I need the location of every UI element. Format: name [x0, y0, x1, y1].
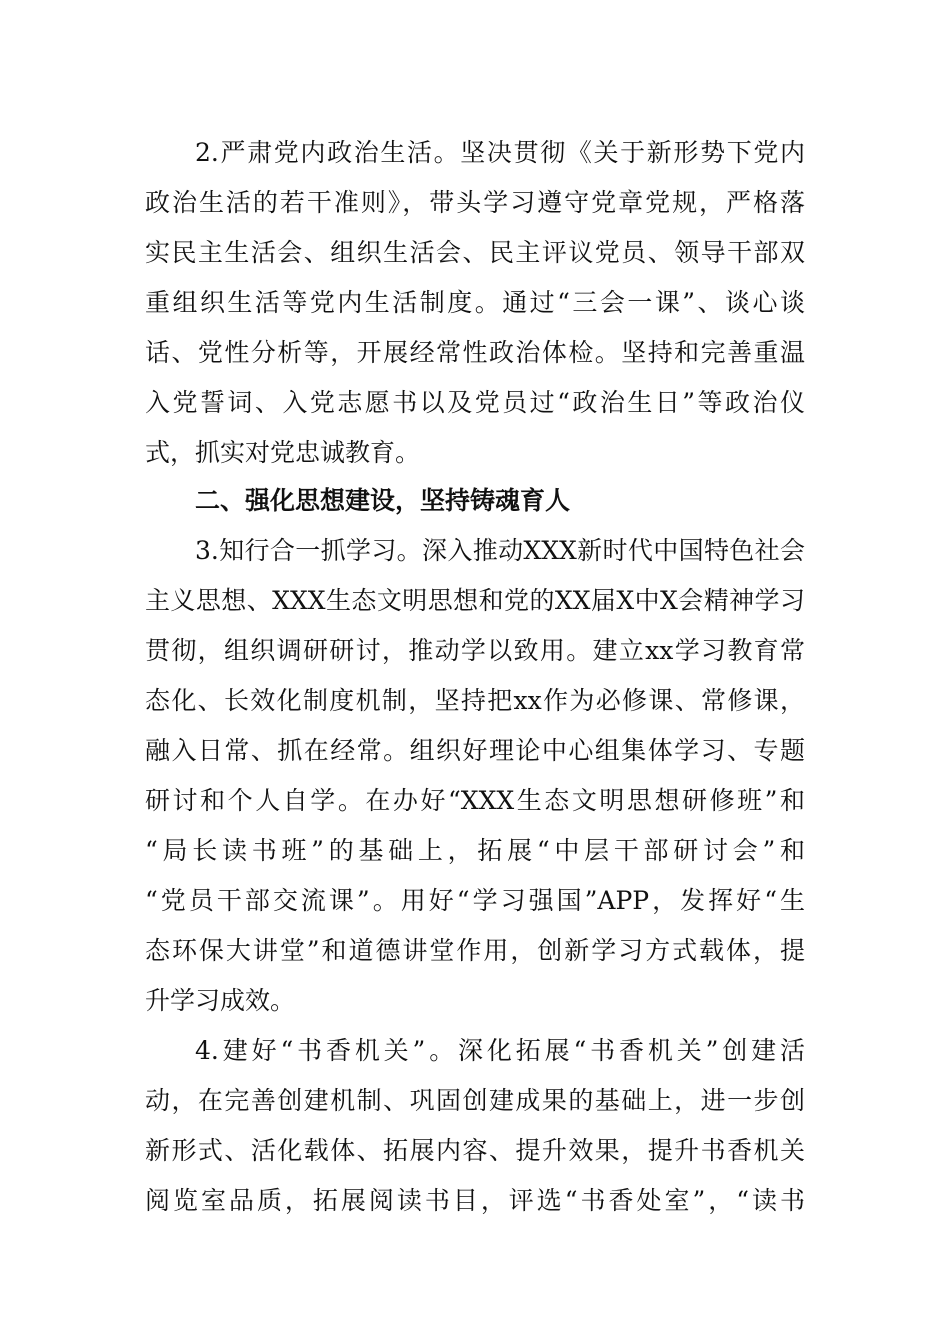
paragraph-4-line-2: 动，在完善创建机制、巩固创建成果的基础上，进一步创	[145, 1086, 805, 1115]
paragraph-4-line-3: 新形式、活化载体、拓展内容、提升效果，提升书香机关	[145, 1136, 805, 1165]
paragraph-3-line-9: 态环保大讲堂”和道德讲堂作用，创新学习方式载体，提	[145, 936, 805, 965]
paragraph-2-line-5: 话、党性分析等，开展经常性政治体检。坚持和完善重温	[145, 338, 805, 367]
paragraph-2-line-4: 重组织生活等党内生活制度。通过“三会一课”、谈心谈	[145, 288, 805, 317]
paragraph-3-line-1: 3.知行合一抓学习。深入推动XXX新时代中国特色社会	[195, 536, 805, 565]
paragraph-3-line-2: 主义思想、XXX生态文明思想和党的XX届X中X会精神学习	[145, 586, 805, 615]
paragraph-3-line-8: “党员干部交流课”。用好“学习强国”APP，发挥好“生	[145, 886, 805, 915]
paragraph-3-line-7: “局长读书班”的基础上，拓展“中层干部研讨会”和	[145, 836, 805, 865]
paragraph-3-line-10: 升学习成效。	[145, 986, 296, 1015]
paragraph-2-line-3: 实民主生活会、组织生活会、民主评议党员、领导干部双	[145, 238, 805, 267]
section-heading: 二、强化思想建设，坚持铸魂育人	[195, 486, 571, 515]
paragraph-2-line-7: 式，抓实对党忠诚教育。	[145, 438, 421, 467]
paragraph-2-line-6: 入党誓词、入党志愿书以及党员过“政治生日”等政治仪	[145, 388, 805, 417]
paragraph-4-line-1: 4.建好“书香机关”。深化拓展“书香机关”创建活	[195, 1036, 805, 1065]
paragraph-3-line-4: 态化、长效化制度机制，坚持把xx作为必修课、常修课，	[145, 686, 805, 715]
paragraph-4-line-4: 阅览室品质，拓展阅读书目，评选“书香处室”，“读书	[145, 1186, 805, 1215]
paragraph-3-line-5: 融入日常、抓在经常。组织好理论中心组集体学习、专题	[145, 736, 805, 765]
paragraph-3-line-3: 贯彻，组织调研研讨，推动学以致用。建立xx学习教育常	[145, 636, 805, 665]
paragraph-3-line-6: 研讨和个人自学。在办好“XXX生态文明思想研修班”和	[145, 786, 805, 815]
paragraph-2-line-1: 2.严肃党内政治生活。坚决贯彻《关于新形势下党内	[195, 138, 805, 167]
paragraph-2-line-2: 政治生活的若干准则》，带头学习遵守党章党规，严格落	[145, 188, 805, 217]
